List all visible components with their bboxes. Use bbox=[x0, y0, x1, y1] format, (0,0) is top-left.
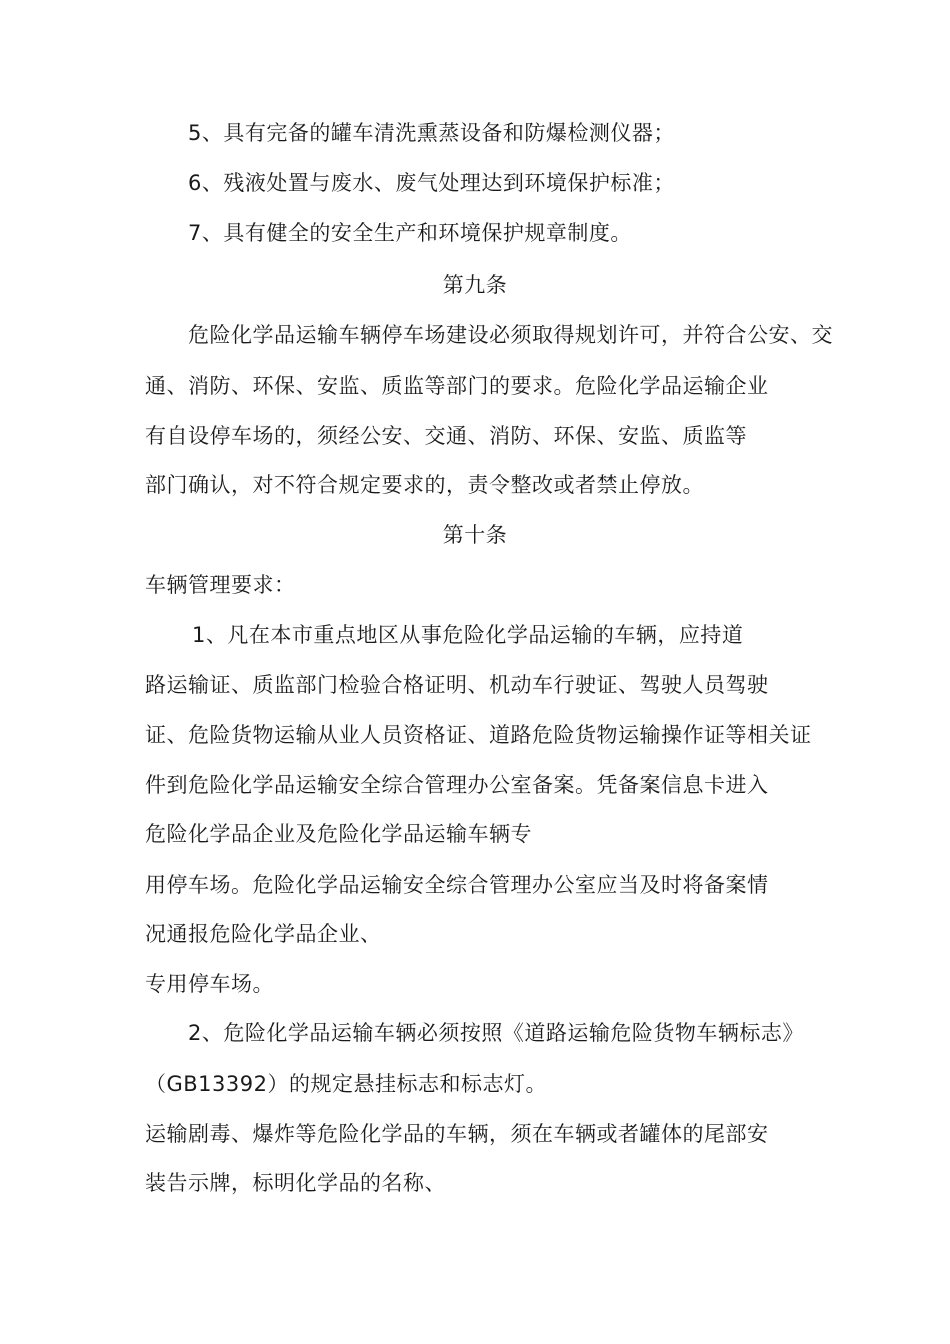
article-10-item-1-line: 路运输证、质监部门检验合格证明、机动车行驶证、驾驶人员驾驶 bbox=[145, 673, 769, 697]
article-9-paragraph-line: 通、消防、环保、安监、质监等部门的要求。危险化学品运输企业 bbox=[145, 374, 769, 398]
article-10-item-1-line: 况通报危险化学品企业、 bbox=[145, 922, 382, 946]
list-item-7: 7、具有健全的安全生产和环境保护规章制度。 bbox=[188, 221, 632, 245]
article-10-item-2-line: 运输剧毒、爆炸等危险化学品的车辆，须在车辆或者罐体的尾部安 bbox=[145, 1122, 769, 1146]
vehicle-management-heading: 车辆管理要求： bbox=[145, 573, 296, 597]
article-10-item-2-line: 2、危险化学品运输车辆必须按照《道路运输危险货物车辆标志》 bbox=[188, 1021, 804, 1045]
article-10-item-1-line: 危险化学品企业及危险化学品运输车辆专 bbox=[145, 822, 532, 846]
article-9-heading: 第九条 bbox=[442, 273, 508, 297]
article-10-item-1-line: 件到危险化学品运输安全综合管理办公室备案。凭备案信息卡进入 bbox=[145, 773, 769, 797]
article-10-item-2-line: 装告示牌，标明化学品的名称、 bbox=[145, 1171, 446, 1195]
list-item-5: 5、具有完备的罐车清洗熏蒸设备和防爆检测仪器； bbox=[188, 121, 675, 145]
article-9-paragraph-line: 危险化学品运输车辆停车场建设必须取得规划许可，并符合公安、交 bbox=[188, 323, 833, 347]
article-9-paragraph-line: 部门确认，对不符合规定要求的，责令整改或者禁止停放。 bbox=[145, 473, 704, 497]
article-10-heading: 第十条 bbox=[442, 523, 508, 547]
article-10-item-1-line: 用停车场。危险化学品运输安全综合管理办公室应当及时将备案情 bbox=[145, 873, 769, 897]
article-10-item-1-line: 证、危险货物运输从业人员资格证、道路危险货物运输操作证等相关证 bbox=[145, 723, 812, 747]
article-10-item-1-line: 1、凡在本市重点地区从事危险化学品运输的车辆，应持道 bbox=[192, 623, 744, 647]
article-9-paragraph-line: 有自设停车场的，须经公安、交通、消防、环保、安监、质监等 bbox=[145, 424, 747, 448]
article-10-item-1-line: 专用停车场。 bbox=[145, 972, 274, 996]
article-10-item-2-line: （GB13392）的规定悬挂标志和标志灯。 bbox=[145, 1072, 547, 1096]
list-item-6: 6、残液处置与废水、废气处理达到环境保护标准； bbox=[188, 171, 675, 195]
